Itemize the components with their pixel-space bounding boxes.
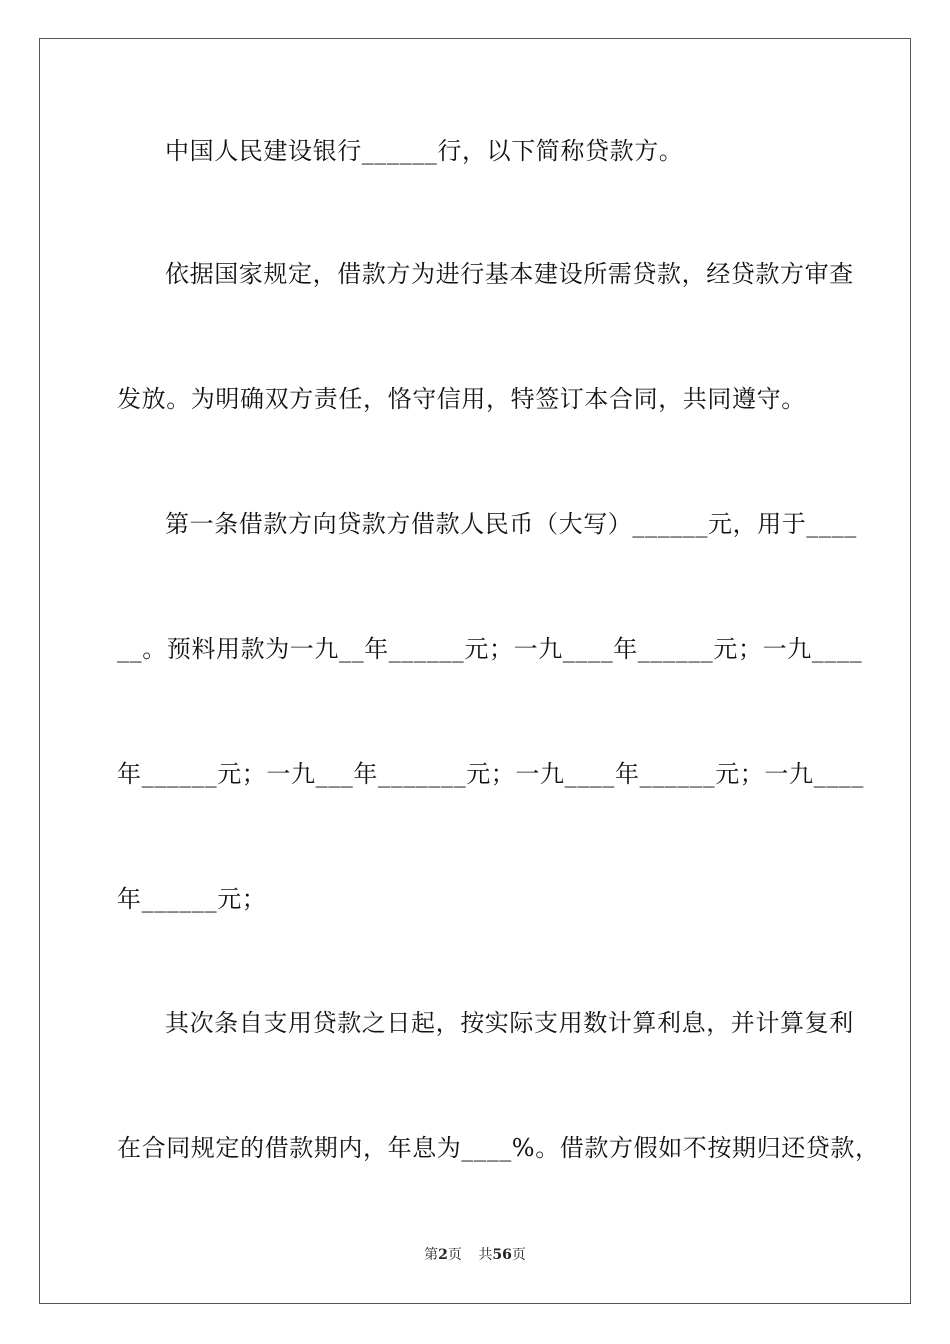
page-indicator: 第2页 <box>424 1247 462 1263</box>
line-3-purpose: 发放。为明确双方责任，恪守信用，特签订本合同，共同遵守。 <box>117 385 806 413</box>
line-7-planned-usage-end: 年______元； <box>117 885 267 913</box>
line-5-planned-usage: __。预料用款为一九__年______元；一九____年______元；一九____ <box>117 635 863 663</box>
line-2-basis: 依据国家规定，借款方为进行基本建设所需贷款，经贷款方审查 <box>165 260 854 288</box>
line-9-interest-rate: 在合同规定的借款期内，年息为____%。借款方假如不按期归还贷款， <box>117 1134 880 1162</box>
line-6-planned-usage-cont: 年______元；一九___年_______元；一九____年______元；一九____ <box>117 760 864 788</box>
line-1-lender-intro: 中国人民建设银行______行，以下简称贷款方。 <box>165 137 684 165</box>
page-footer <box>0 1246 950 1264</box>
line-4-article-one: 第一条借款方向贷款方借款人民币（大写）______元，用于____ <box>165 510 857 538</box>
page-frame <box>39 38 911 1304</box>
total-pages-indicator: 共56页 <box>478 1247 526 1263</box>
line-8-article-two: 其次条自支用贷款之日起，按实际支用数计算利息，并计算复利 <box>165 1009 854 1037</box>
